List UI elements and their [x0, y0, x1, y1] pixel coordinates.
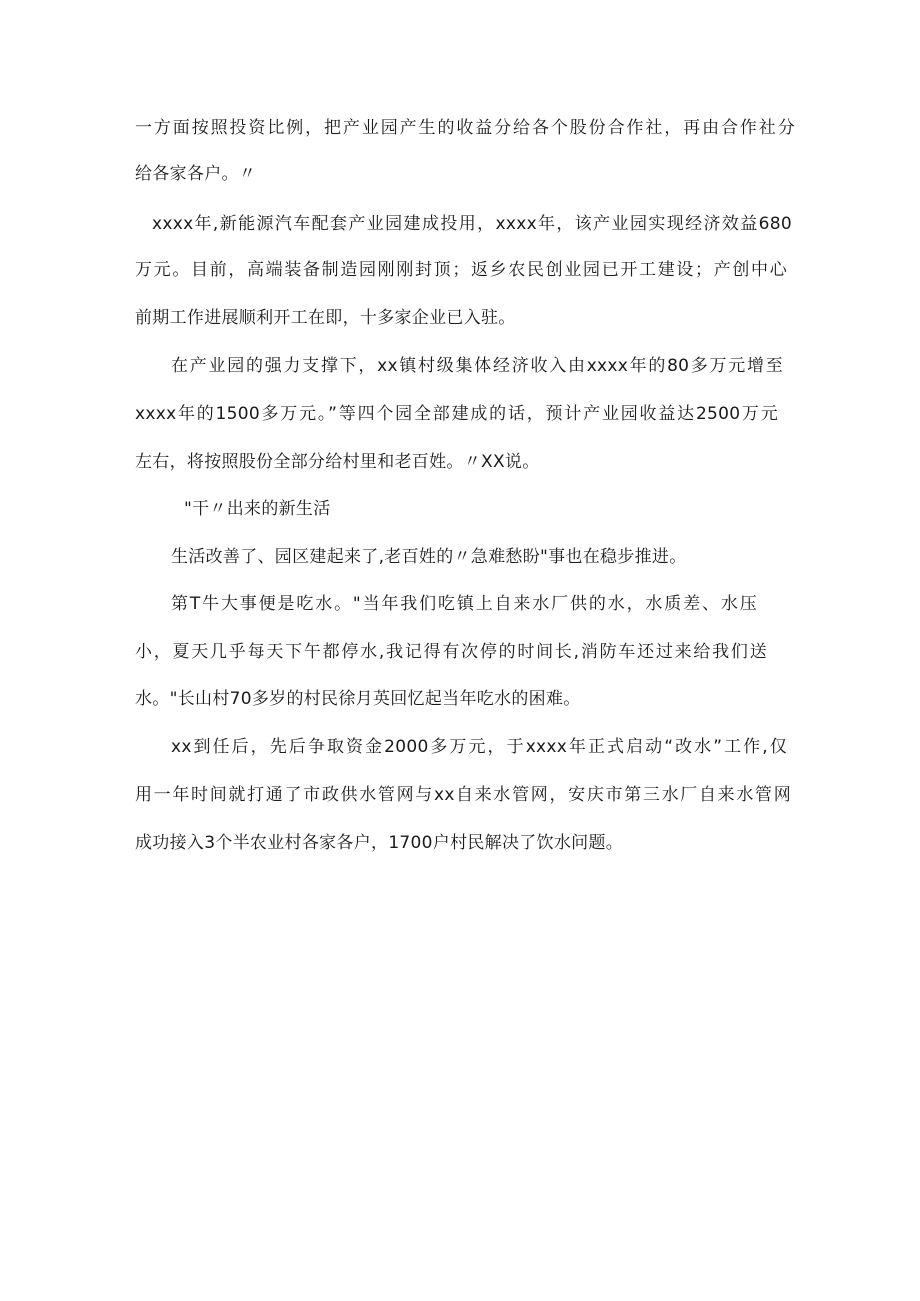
paragraph-line: xxxx年,新能源汽车配套产业园建成投用，xxxx年，该产业园实现经济效益680 — [152, 214, 792, 234]
paragraph-line: 在产业园的强力支撑下，xx镇村级集体经济收入由xxxx年的80多万元增至 — [171, 356, 783, 376]
paragraph-line: 第T牛大事便是吃水。"当年我们吃镇上自来水厂供的水，水质差、水压 — [171, 594, 757, 614]
paragraph-line: 前期工作进展顺利开工在即，十多家企业已入驻。 — [135, 308, 516, 328]
paragraph-line: 成功接入3个半农业村各家各户，1700户村民解决了饮水问题。 — [135, 833, 624, 853]
paragraph-line: 小，夏天几乎每天下午都停水,我记得有次停的时间长,消防车还过来给我们送 — [135, 642, 767, 662]
paragraph-line: 万元。目前，高端装备制造园刚刚封顶；返乡农民创业园已开工建设；产创中心 — [135, 260, 787, 280]
paragraph-line: 左右，将按照股份全部分给村里和老百姓。〃XX说。 — [135, 452, 540, 472]
paragraph-line: 用一年时间就打通了市政供水管网与xx自来水管网，安庆市第三水厂自来水管网 — [135, 785, 791, 805]
section-heading: "干〃出来的新生活 — [184, 499, 331, 519]
paragraph-line: 给各家各户。〃 — [135, 164, 257, 184]
paragraph-line: 一方面按照投资比例，把产业园产生的收益分给各个股份合作社，再由合作社分 — [135, 118, 795, 138]
paragraph-line: 水。"长山村70多岁的村民徐月英回忆起当年吃水的困难。 — [135, 689, 581, 709]
paragraph-line: xx到任后，先后争取资金2000多万元，于xxxx年正式启动“改水”工作,仅 — [171, 737, 787, 757]
paragraph-line: xxxx年的1500多万元。”等四个园全部建成的话，预计产业园收益达2500万元 — [135, 404, 778, 424]
paragraph-line: 生活改善了、园区建起来了,老百姓的〃急难愁盼"事也在稳步推进。 — [171, 547, 687, 567]
